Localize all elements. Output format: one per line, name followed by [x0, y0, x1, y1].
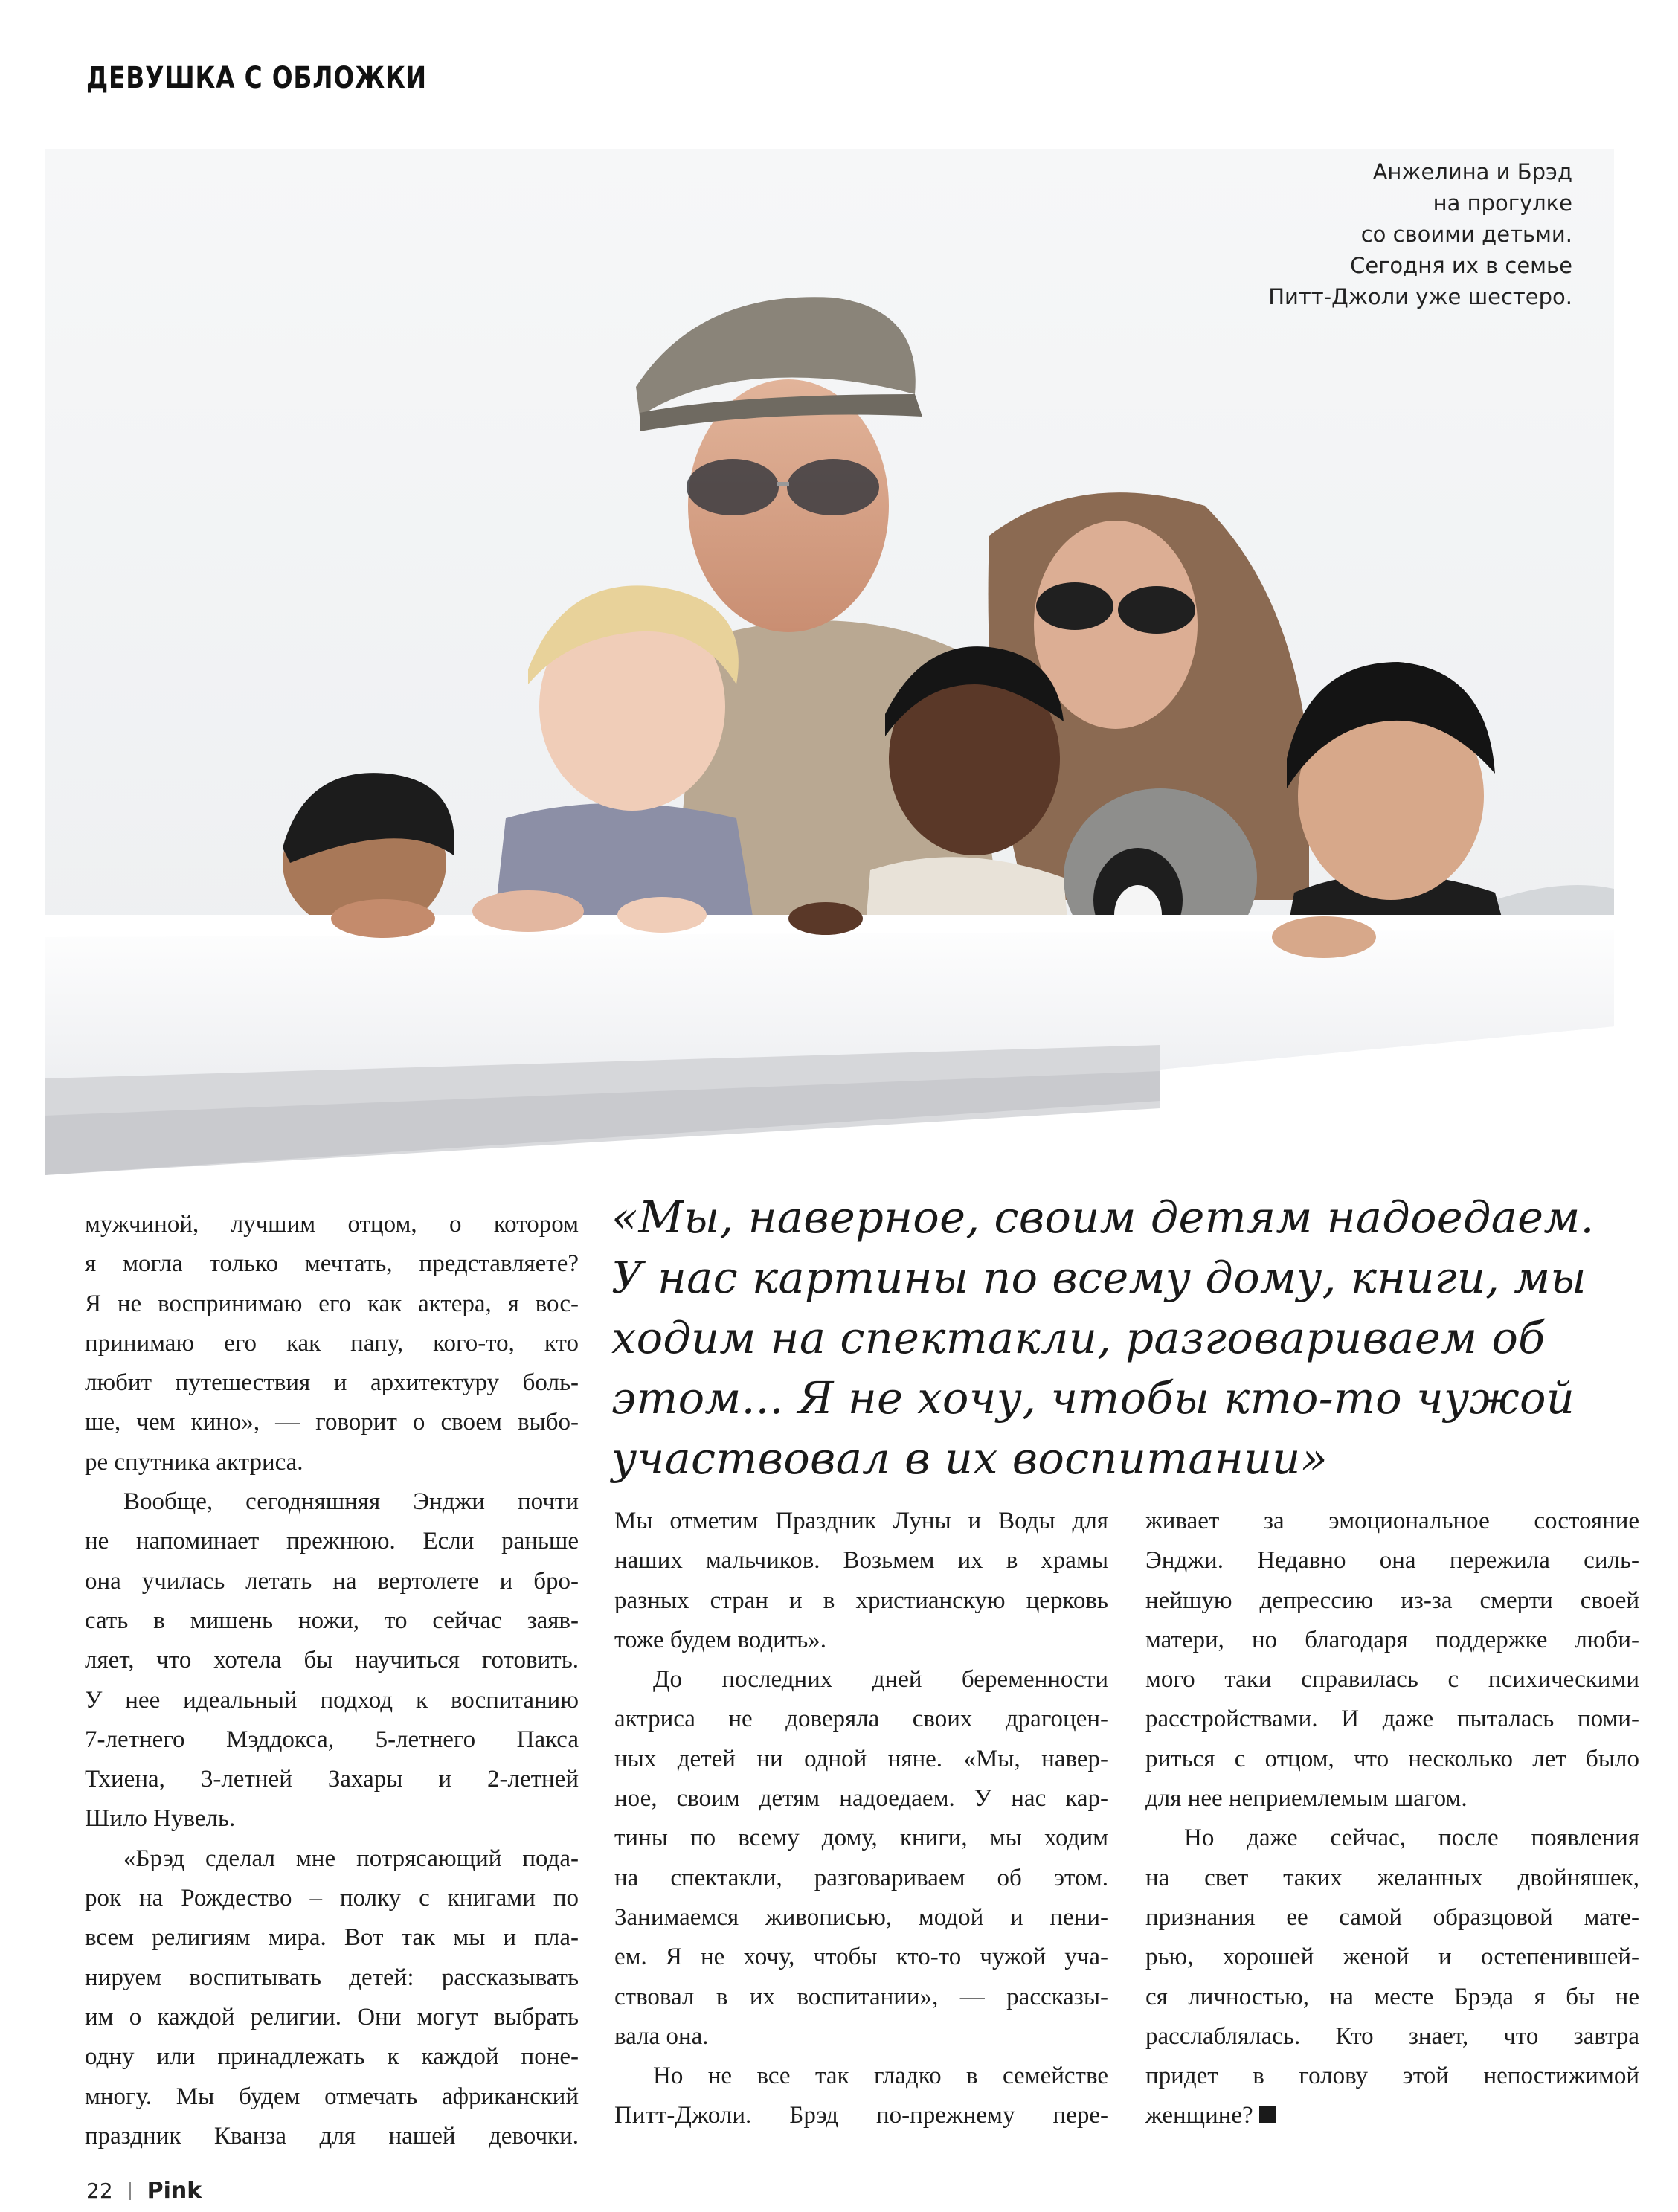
text-line: тины по всему дому, книги, мы ходим [614, 1824, 1108, 1852]
photo-caption [1156, 156, 1572, 312]
final-line-text: женщине? [1145, 2102, 1253, 2129]
text-line: ся личностью, на месте Брэда я бы не [1145, 1983, 1639, 2010]
text-line: Но не все так гладко в семействе [653, 2063, 1108, 2090]
text-line-final [1145, 2096, 1639, 2135]
text-line: наших мальчиков. Возьмем их в храмы [614, 1547, 1108, 1575]
text-line: Шило Нувель. [85, 1805, 236, 1833]
text-line: придет в голову этой непостижимой [1145, 2063, 1639, 2090]
article-column-3 [1145, 1502, 1639, 2136]
text-line: не напоминает прежнюю. Если раньше [85, 1528, 579, 1555]
text-line: матери, но благодаря поддержке люби- [1145, 1626, 1639, 1653]
text-line: Но даже сейчас, после появления [1184, 1824, 1639, 1852]
page-footer [86, 2178, 202, 2204]
text-line: всем религиям мира. Вот так мы и пла- [85, 1924, 579, 1952]
caption-line: со своими детьми. [1360, 222, 1572, 247]
text-line: Занимаемся живописью, модой и пени- [614, 1903, 1108, 1931]
text-line: рок на Рождество – полку с книгами по [85, 1885, 579, 1912]
text-line: Питт-Джоли. Брэд по-прежнему пере- [614, 2102, 1108, 2129]
text-line: праздник Кванза для нашей девочки. [85, 2122, 579, 2150]
text-line: тоже будем водить». [614, 1626, 827, 1653]
text-line: ствовал в их воспитании», — рассказы- [614, 1983, 1108, 2010]
text-line: Я не воспринимаю его как актера, я вос- [85, 1290, 579, 1317]
text-line: Тхиена, 3-летней Захары и 2-летней [85, 1766, 579, 1793]
caption-line: Сегодня их в семье [1350, 253, 1572, 278]
pull-quote-line: «Мы, наверное, своим детям надоедаем. [611, 1192, 1595, 1243]
caption-line: Анжелина и Брэд [1372, 159, 1572, 184]
text-line: расслаблялась. Кто знает, что завтра [1145, 2022, 1639, 2050]
text-line: 7-летнего Мэддокса, 5-летнего Пакса [85, 1726, 579, 1753]
text-line: ное, своим детям надоедаем. У нас кар- [614, 1785, 1108, 1813]
text-line: Мы отметим Праздник Луны и Воды для [614, 1508, 1108, 1534]
pull-quote-line: ходим на спектакли, разговариваем об [611, 1312, 1546, 1363]
text-line: на спектакли, разговариваем об этом. [614, 1864, 1108, 1891]
pull-quote [611, 1187, 1623, 1488]
text-line: она училась летать на вертолете и бро- [85, 1567, 579, 1595]
section-label: ДЕВУШКА С ОБЛОЖКИ [86, 61, 427, 95]
caption-line: Питт-Джоли уже шестеро. [1268, 284, 1572, 309]
text-line: мужчиной, лучшим отцом, о котором [85, 1211, 579, 1238]
text-line: «Брэд сделал мне потрясающий пода- [123, 1845, 579, 1872]
article-column-1 [85, 1205, 579, 2156]
text-line: актриса не доверяла своих драгоцен- [614, 1705, 1108, 1733]
text-line: До последних дней беременности [653, 1666, 1108, 1694]
end-mark-icon [1259, 2106, 1276, 2123]
magazine-name: Pink [147, 2178, 202, 2204]
text-line: ре спутника актриса. [85, 1448, 303, 1476]
text-line: разных стран и в христианскую церковь [614, 1586, 1108, 1614]
text-line: любит путешествия и архитектуру боль- [85, 1369, 579, 1397]
text-line: принимаю его как папу, кого-то, кто [85, 1329, 579, 1357]
text-line: им о каждой религии. Они могут выбрать [85, 2003, 579, 2031]
footer-divider [129, 2182, 131, 2200]
article-column-2 [614, 1502, 1108, 2136]
text-line: Энджи. Недавно она пережила силь- [1145, 1547, 1639, 1575]
page-number: 22 [86, 2179, 113, 2203]
text-line: Вообще, сегодняшняя Энджи почти [123, 1488, 579, 1516]
text-line: признания ее самой образцовой мате- [1145, 1903, 1639, 1931]
text-line: рью, хорошей женой и остепенившей- [1145, 1943, 1639, 1971]
text-line: нируем воспитывать детей: рассказывать [85, 1964, 579, 1991]
text-line: У нее идеальный подход к воспитанию [85, 1686, 579, 1714]
caption-line: на прогулке [1433, 190, 1572, 216]
text-line: для нее неприемлемым шагом. [1145, 1785, 1468, 1813]
text-line: многу. Мы будем отмечать африканский [85, 2083, 579, 2110]
text-line: вала она. [614, 2022, 709, 2050]
text-line: живает за эмоциональное состояние [1145, 1508, 1639, 1534]
pull-quote-line: У нас картины по всему дому, книги, мы [611, 1252, 1587, 1303]
pull-quote-line: участвовал в их воспитании» [611, 1433, 1328, 1484]
text-line: одну или принадлежать к каждой поне- [85, 2043, 579, 2071]
text-line: ше, чем кино», — говорит о своем выбо- [85, 1409, 579, 1436]
text-line: ем. Я не хочу, чтобы кто-то чужой уча- [614, 1943, 1108, 1971]
text-line: сать в мишень ножи, то сейчас заяв- [85, 1607, 579, 1634]
family-photo [45, 149, 1614, 1175]
text-line: расстройствами. И даже пыталась поми- [1145, 1705, 1639, 1733]
text-line: я могла только мечтать, представляете? [85, 1250, 579, 1278]
pull-quote-line: этом... Я не хочу, чтобы кто-то чужой [611, 1372, 1575, 1424]
text-line: мого таки справилась с психическими [1145, 1666, 1639, 1694]
text-line: на свет таких желанных двойняшек, [1145, 1864, 1639, 1891]
text-line: ляет, что хотела бы научиться готовить. [85, 1647, 579, 1674]
text-line: риться с отцом, что несколько лет было [1145, 1745, 1639, 1772]
text-line: нейшую депрессию из-за смерти своей [1145, 1586, 1639, 1614]
text-line: ных детей ни одной няне. «Мы, навер- [614, 1745, 1108, 1772]
